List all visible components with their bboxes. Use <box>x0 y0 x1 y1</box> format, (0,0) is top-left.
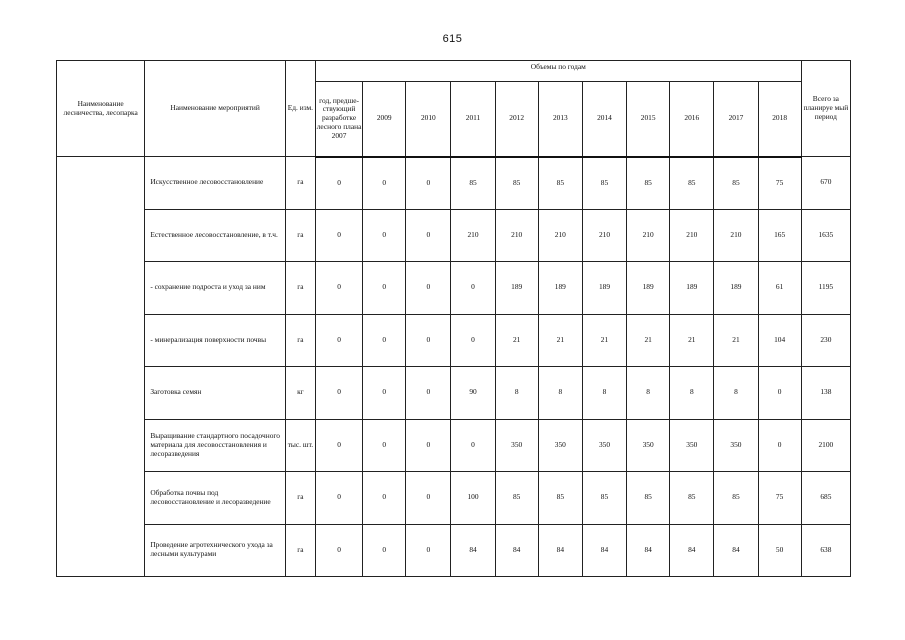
value-cell: 350 <box>495 419 538 472</box>
header-year-2012: 2012 <box>495 82 538 157</box>
value-cell: 189 <box>714 262 758 315</box>
value-cell: 85 <box>495 157 538 210</box>
value-cell: 0 <box>406 419 451 472</box>
value-cell: 210 <box>582 209 626 262</box>
value-cell: 61 <box>758 262 801 315</box>
table-row <box>57 524 851 577</box>
header-year-2018: 2018 <box>758 82 801 157</box>
value-cell: 210 <box>670 209 714 262</box>
header-year-2009: 2009 <box>363 82 406 157</box>
table-row <box>57 157 851 210</box>
value-cell: 85 <box>714 157 758 210</box>
value-cell: 0 <box>315 419 362 472</box>
value-cell: 21 <box>582 314 626 367</box>
value-cell: 165 <box>758 209 801 262</box>
value-cell: 0 <box>406 157 451 210</box>
value-cell: 189 <box>538 262 582 315</box>
value-cell: 85 <box>538 157 582 210</box>
unit-cell: тыс. шт. <box>285 419 315 472</box>
activity-name: Искусственное лесовосстановление <box>145 157 286 210</box>
value-cell: 0 <box>315 472 362 525</box>
value-cell: 75 <box>758 472 801 525</box>
value-cell: 189 <box>582 262 626 315</box>
value-cell: 0 <box>451 314 495 367</box>
value-cell: 85 <box>670 157 714 210</box>
activity-name: Естественное лесовосстановление, в т.ч. <box>145 209 286 262</box>
table-body <box>57 157 851 577</box>
volumes-table <box>56 60 851 577</box>
header-volumes: Объемы по годам <box>315 61 801 82</box>
value-cell: 210 <box>627 209 670 262</box>
value-cell: 84 <box>627 524 670 577</box>
activity-name: - сохранение подроста и уход за ним <box>145 262 286 315</box>
value-cell: 8 <box>627 367 670 420</box>
value-cell: 84 <box>495 524 538 577</box>
value-cell: 0 <box>363 524 406 577</box>
value-cell: 350 <box>627 419 670 472</box>
value-cell: 85 <box>714 472 758 525</box>
page-number: 615 <box>442 33 463 45</box>
value-cell: 138 <box>801 367 850 420</box>
value-cell: 1195 <box>801 262 850 315</box>
header-prior-year: год, предше- ствующий разработке лесного плана 2007 <box>315 82 362 157</box>
value-cell: 230 <box>801 314 850 367</box>
header-region: Наименование лесничества, лесопарка <box>57 61 145 157</box>
activity-name: Заготовка семян <box>145 367 286 420</box>
value-cell: 350 <box>670 419 714 472</box>
unit-cell: га <box>285 157 315 210</box>
value-cell: 0 <box>363 262 406 315</box>
value-cell: 85 <box>582 472 626 525</box>
table-row <box>57 419 851 472</box>
value-cell: 0 <box>363 314 406 367</box>
value-cell: 0 <box>406 209 451 262</box>
value-cell: 1635 <box>801 209 850 262</box>
value-cell: 0 <box>451 419 495 472</box>
header-unit: Ед. изм. <box>285 61 315 157</box>
unit-cell: га <box>285 314 315 367</box>
value-cell: 0 <box>315 262 362 315</box>
value-cell: 84 <box>582 524 626 577</box>
value-cell: 210 <box>538 209 582 262</box>
value-cell: 670 <box>801 157 850 210</box>
value-cell: 90 <box>451 367 495 420</box>
activity-name: Проведение агротехнического ухода за лесными культурами <box>145 524 286 577</box>
value-cell: 210 <box>714 209 758 262</box>
header-total: Всего за планируе мый период <box>801 61 850 157</box>
value-cell: 104 <box>758 314 801 367</box>
value-cell: 685 <box>801 472 850 525</box>
unit-cell: га <box>285 472 315 525</box>
unit-cell: кг <box>285 367 315 420</box>
table-row <box>57 262 851 315</box>
value-cell: 50 <box>758 524 801 577</box>
table-row <box>57 367 851 420</box>
table-row <box>57 472 851 525</box>
header-year-2010: 2010 <box>406 82 451 157</box>
activity-name: Выращивание стандартного посадочного материала для лесовосстановления и лесоразведения <box>145 419 286 472</box>
value-cell: 0 <box>363 209 406 262</box>
value-cell: 8 <box>714 367 758 420</box>
value-cell: 100 <box>451 472 495 525</box>
value-cell: 85 <box>451 157 495 210</box>
value-cell: 0 <box>758 419 801 472</box>
value-cell: 2100 <box>801 419 850 472</box>
value-cell: 8 <box>495 367 538 420</box>
activity-name: - минерализация поверхности почвы <box>145 314 286 367</box>
value-cell: 0 <box>363 367 406 420</box>
value-cell: 189 <box>670 262 714 315</box>
header-year-2017: 2017 <box>714 82 758 157</box>
activity-name: Обработка почвы под лесовосстановление и лесоразведение <box>145 472 286 525</box>
value-cell: 21 <box>627 314 670 367</box>
value-cell: 84 <box>538 524 582 577</box>
value-cell: 350 <box>538 419 582 472</box>
header-year-2011: 2011 <box>451 82 495 157</box>
value-cell: 0 <box>758 367 801 420</box>
value-cell: 0 <box>363 472 406 525</box>
value-cell: 0 <box>315 209 362 262</box>
value-cell: 85 <box>627 157 670 210</box>
region-name <box>57 157 145 577</box>
value-cell: 0 <box>406 524 451 577</box>
value-cell: 189 <box>627 262 670 315</box>
value-cell: 210 <box>451 209 495 262</box>
value-cell: 0 <box>406 367 451 420</box>
unit-cell: га <box>285 209 315 262</box>
value-cell: 84 <box>670 524 714 577</box>
value-cell: 85 <box>495 472 538 525</box>
value-cell: 350 <box>714 419 758 472</box>
table-row <box>57 209 851 262</box>
value-cell: 21 <box>670 314 714 367</box>
value-cell: 0 <box>315 524 362 577</box>
header-year-2013: 2013 <box>538 82 582 157</box>
value-cell: 0 <box>363 419 406 472</box>
value-cell: 0 <box>406 262 451 315</box>
value-cell: 84 <box>451 524 495 577</box>
header-year-2014: 2014 <box>582 82 626 157</box>
value-cell: 85 <box>670 472 714 525</box>
value-cell: 0 <box>315 157 362 210</box>
value-cell: 0 <box>406 314 451 367</box>
value-cell: 638 <box>801 524 850 577</box>
value-cell: 0 <box>451 262 495 315</box>
value-cell: 75 <box>758 157 801 210</box>
table-row <box>57 314 851 367</box>
value-cell: 189 <box>495 262 538 315</box>
value-cell: 8 <box>538 367 582 420</box>
value-cell: 0 <box>363 157 406 210</box>
value-cell: 85 <box>627 472 670 525</box>
header-year-2015: 2015 <box>627 82 670 157</box>
unit-cell: га <box>285 262 315 315</box>
header-year-2016: 2016 <box>670 82 714 157</box>
value-cell: 350 <box>582 419 626 472</box>
value-cell: 8 <box>582 367 626 420</box>
value-cell: 0 <box>315 314 362 367</box>
value-cell: 0 <box>315 367 362 420</box>
value-cell: 21 <box>495 314 538 367</box>
value-cell: 0 <box>406 472 451 525</box>
value-cell: 8 <box>670 367 714 420</box>
value-cell: 85 <box>582 157 626 210</box>
value-cell: 210 <box>495 209 538 262</box>
value-cell: 84 <box>714 524 758 577</box>
value-cell: 21 <box>714 314 758 367</box>
header-activity: Наименование мероприятий <box>145 61 286 157</box>
unit-cell: га <box>285 524 315 577</box>
value-cell: 21 <box>538 314 582 367</box>
value-cell: 85 <box>538 472 582 525</box>
